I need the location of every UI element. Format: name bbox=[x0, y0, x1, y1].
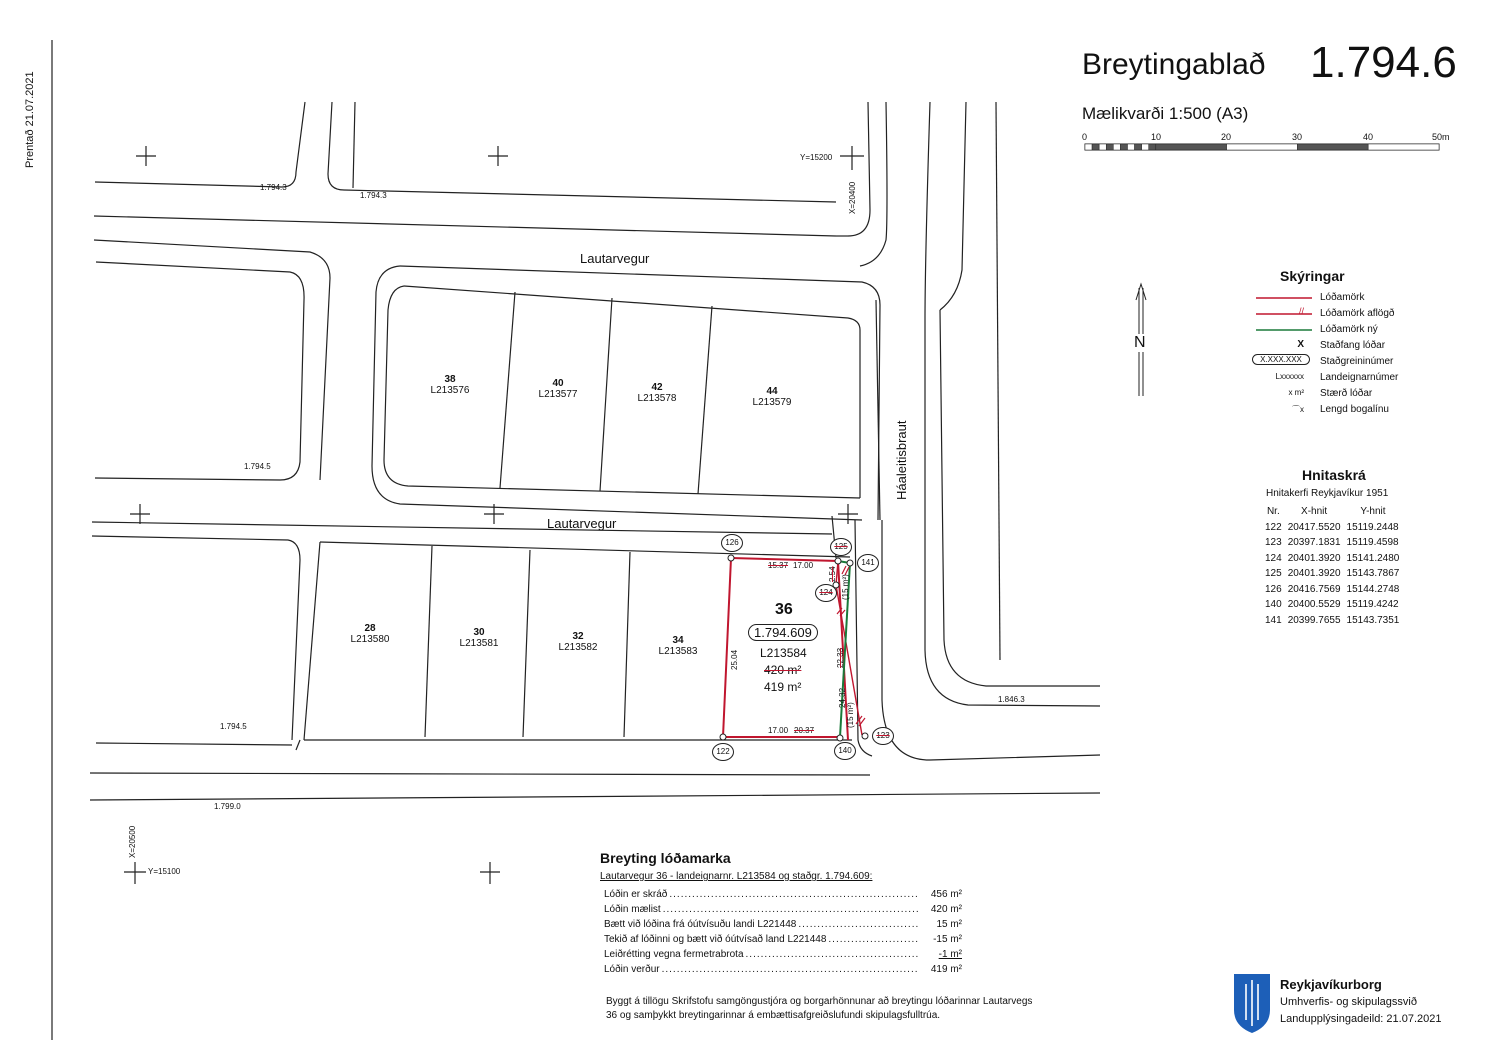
legend-label: Lóðamörk ný bbox=[1320, 324, 1378, 335]
org-name: Reykjavíkurborg bbox=[1280, 977, 1382, 992]
block-ref: 1.846.3 bbox=[998, 695, 1025, 704]
coordinate-table bbox=[1262, 504, 1402, 628]
dimension-label: 25.04 bbox=[730, 649, 739, 670]
table-header-row bbox=[1262, 504, 1402, 520]
sheet-number: 1.794.6 bbox=[1310, 38, 1457, 87]
scale-cell bbox=[1368, 144, 1439, 150]
lot-number: 32 bbox=[572, 631, 584, 642]
scale-cell bbox=[1085, 144, 1092, 150]
scale-cell bbox=[1156, 144, 1227, 150]
grid-label: Y=15100 bbox=[148, 867, 181, 876]
scale-cell bbox=[1120, 144, 1127, 150]
lot-land-id: L213577 bbox=[538, 389, 578, 400]
scale-tick-label: 50m bbox=[1432, 132, 1450, 142]
change-row-value: 15 m² bbox=[936, 919, 962, 930]
point-marker: 141 bbox=[857, 554, 879, 572]
scale-tick-label: 0 bbox=[1082, 132, 1088, 142]
point-marker: 126 bbox=[721, 534, 743, 552]
org-division: Landupplýsingadeild: 21.07.2021 bbox=[1280, 1013, 1442, 1025]
legend-label: Stærð lóðar bbox=[1320, 388, 1373, 399]
change-row-value: 420 m² bbox=[930, 904, 962, 915]
scale-label: Mælikvarði 1:500 (A3) bbox=[1082, 104, 1249, 123]
lot-label bbox=[348, 623, 392, 645]
change-row bbox=[604, 904, 962, 918]
dimension-label: (15 m²) bbox=[841, 574, 850, 600]
lot-label bbox=[750, 386, 794, 408]
table-cell: 20401.3920 bbox=[1287, 568, 1341, 580]
block-ref: 1.794.3 bbox=[360, 191, 387, 200]
lot-label bbox=[635, 382, 679, 404]
lot-36-old-area: 420 m² bbox=[764, 663, 802, 677]
table-cell: 20416.7569 bbox=[1287, 583, 1341, 595]
table-cell: 125 bbox=[1265, 568, 1282, 580]
scale-cell bbox=[1135, 144, 1142, 150]
lot-label bbox=[536, 378, 580, 400]
block-ref: 1.794.5 bbox=[220, 722, 247, 731]
table-cell: 15119.4598 bbox=[1346, 537, 1399, 549]
legend-symbol: ⌒x bbox=[1292, 405, 1304, 414]
scale-cell bbox=[1099, 144, 1106, 150]
table-cell: 20397.1831 bbox=[1287, 537, 1341, 549]
legend-label: Lengd bogalínu bbox=[1320, 404, 1389, 415]
legend-label: Landeignarnúmer bbox=[1320, 372, 1399, 383]
table-row bbox=[1262, 520, 1402, 536]
table-cell: 140 bbox=[1265, 599, 1282, 611]
lot-number: 40 bbox=[552, 378, 564, 389]
scale-cell bbox=[1297, 144, 1368, 150]
scale-cell bbox=[1113, 144, 1120, 150]
change-title: Breyting lóðamarka bbox=[600, 850, 731, 866]
table-cell: 122 bbox=[1265, 521, 1282, 533]
change-subtitle: Lautarvegur 36 - landeignarnr. L213584 og staðgr. 1.794.609: bbox=[600, 871, 873, 882]
scale-cell bbox=[1127, 144, 1134, 150]
point-marker: 140 bbox=[834, 742, 856, 760]
table-cell: 20399.7655 bbox=[1287, 614, 1341, 626]
scale-cell bbox=[1149, 144, 1156, 150]
change-row bbox=[604, 889, 962, 903]
lot-land-id: L213583 bbox=[658, 646, 698, 657]
table-cell: 15144.2748 bbox=[1346, 583, 1400, 595]
table-row bbox=[1262, 613, 1402, 629]
lot-land-id: L213581 bbox=[459, 638, 499, 649]
dimension-label: 22.33 bbox=[836, 647, 845, 668]
lot-number: 28 bbox=[364, 623, 376, 634]
grid-label: X=20500 bbox=[128, 825, 137, 858]
dimension-label: (15 m²) bbox=[846, 702, 855, 728]
table-cell: 15119.2448 bbox=[1346, 521, 1399, 533]
lot-number: 42 bbox=[651, 382, 663, 393]
scale-cell bbox=[1092, 144, 1099, 150]
street-label: Lautarvegur bbox=[547, 516, 617, 531]
scale-tick-label: 10 bbox=[1151, 132, 1162, 142]
lot-land-id: L213579 bbox=[752, 397, 792, 408]
north-label: N bbox=[1134, 334, 1146, 351]
legend-title: Skýringar bbox=[1280, 268, 1345, 284]
dimension-label: 24.32 bbox=[838, 687, 847, 708]
coords-title: Hnitaskrá bbox=[1302, 467, 1366, 483]
column-header: Y-hnit bbox=[1360, 506, 1386, 518]
table-cell: 15143.7867 bbox=[1346, 568, 1400, 580]
column-header: Nr. bbox=[1266, 506, 1280, 518]
lot-36-new-area: 419 m² bbox=[764, 680, 802, 694]
table-row bbox=[1262, 597, 1402, 613]
legend-symbol: x m² bbox=[1288, 388, 1304, 397]
table-row bbox=[1262, 582, 1402, 598]
legend-label: Lóðamörk bbox=[1320, 292, 1365, 303]
change-row bbox=[604, 934, 962, 948]
table-cell: 20400.5529 bbox=[1287, 599, 1341, 611]
legend-label: Staðgreininúmer bbox=[1320, 356, 1394, 367]
scale-bar bbox=[1085, 144, 1439, 150]
change-row-label: Leiðrétting vegna fermetrabrota bbox=[604, 949, 744, 960]
scale-cell bbox=[1106, 144, 1113, 150]
lot-land-id: L213580 bbox=[350, 634, 390, 645]
change-row-value: -15 m² bbox=[933, 934, 962, 945]
lot-label bbox=[428, 374, 472, 396]
change-row bbox=[604, 919, 962, 933]
reykjavik-logo-icon bbox=[1234, 974, 1270, 1033]
scale-tick-label: 20 bbox=[1221, 132, 1232, 142]
lot-number: 38 bbox=[444, 374, 456, 385]
street-label: Lautarvegur bbox=[580, 251, 650, 266]
change-row-label: Lóðin mælist bbox=[604, 904, 661, 915]
legend-symbol: X bbox=[1297, 339, 1304, 350]
change-row-label: Lóðin verður bbox=[604, 964, 660, 975]
lot-land-id: L213576 bbox=[430, 385, 470, 396]
point-marker: 122 bbox=[712, 743, 734, 761]
change-row-value: -1 m² bbox=[938, 949, 962, 960]
table-cell: 15143.7351 bbox=[1346, 614, 1400, 626]
dimension-label: 2.54 bbox=[828, 566, 837, 582]
coords-system: Hnitakerfi Reykjavíkur 1951 bbox=[1266, 488, 1389, 499]
org-department: Umhverfis- og skipulagssvið bbox=[1280, 996, 1417, 1008]
table-cell: 124 bbox=[1265, 552, 1282, 564]
lot-number: 34 bbox=[672, 635, 684, 646]
point-marker: 125 bbox=[830, 538, 852, 556]
change-row-label: Bætt við lóðina frá óútvísuðu landi L221448 bbox=[604, 919, 797, 930]
lot-36-number: 36 bbox=[775, 601, 793, 618]
lot-land-id: L213578 bbox=[637, 393, 677, 404]
lot-36-stadgreininumer: 1.794.609 bbox=[748, 624, 818, 641]
change-row-label: Tekið af lóðinni og bætt við óútvísað land L221448 bbox=[604, 934, 827, 945]
sheet-title: Breytingablað bbox=[1082, 48, 1266, 81]
lot-36-land-id: L213584 bbox=[760, 646, 807, 660]
block-ref: 1.794.5 bbox=[244, 462, 271, 471]
scale-tick-label: 40 bbox=[1363, 132, 1374, 142]
change-note: Byggt á tillögu Skrifstofu samgöngustjóra og borgarhönnunar að breytingu lóðarinnar Lautarvegs 36 og samþykkt breytingarinnar á embættisafgreiðslufundi skipulagsfulltrúa. bbox=[606, 996, 1033, 1021]
dimension-label: 20.37 bbox=[794, 726, 815, 735]
table-row bbox=[1262, 566, 1402, 582]
grid-label: X=20400 bbox=[848, 181, 857, 214]
table-row bbox=[1262, 551, 1402, 567]
scale-cell bbox=[1142, 144, 1149, 150]
lot-label bbox=[457, 627, 501, 649]
block-ref: 1.794.3 bbox=[260, 183, 287, 192]
point-marker: 123 bbox=[872, 727, 894, 745]
legend-symbol: Lxxxxxx bbox=[1275, 372, 1304, 381]
legend-symbol: X.XXX.XXX bbox=[1252, 354, 1310, 365]
table-cell: 15141.2480 bbox=[1346, 552, 1400, 564]
lot-label bbox=[556, 631, 600, 653]
change-row-value: 456 m² bbox=[930, 889, 962, 900]
block-ref: 1.799.0 bbox=[214, 802, 241, 811]
table-cell: 126 bbox=[1265, 583, 1282, 595]
table-row bbox=[1262, 535, 1402, 551]
lot-number: 30 bbox=[473, 627, 485, 638]
legend-symbol: // bbox=[1298, 306, 1304, 316]
column-header: X-hnit bbox=[1301, 506, 1328, 518]
scale-tick-label: 30 bbox=[1292, 132, 1303, 142]
change-row-label: Lóðin er skráð bbox=[604, 889, 668, 900]
change-row bbox=[604, 949, 962, 963]
dimension-label: 17.00 bbox=[793, 561, 814, 570]
table-cell: 123 bbox=[1265, 537, 1282, 549]
lot-label bbox=[656, 635, 700, 657]
table-cell: 141 bbox=[1265, 614, 1282, 626]
dimension-label: 17.00 bbox=[768, 726, 789, 735]
table-cell: 15119.4242 bbox=[1346, 599, 1399, 611]
scale-cell bbox=[1227, 144, 1298, 150]
change-row bbox=[604, 964, 962, 978]
legend-label: Lóðamörk aflögð bbox=[1320, 308, 1395, 319]
table-cell: 20401.3920 bbox=[1287, 552, 1341, 564]
legend-label: Staðfang lóðar bbox=[1320, 340, 1386, 351]
point-marker: 124 bbox=[815, 584, 837, 602]
street-label: Háaleitisbraut bbox=[894, 420, 909, 500]
change-row-value: 419 m² bbox=[930, 964, 962, 975]
dimension-label: 15.37 bbox=[768, 561, 789, 570]
print-date: Prentað 21.07.2021 bbox=[24, 71, 36, 168]
grid-label: Y=15200 bbox=[800, 153, 833, 162]
table-cell: 20417.5520 bbox=[1287, 521, 1341, 533]
lot-number: 44 bbox=[766, 386, 778, 397]
lot-land-id: L213582 bbox=[558, 642, 598, 653]
